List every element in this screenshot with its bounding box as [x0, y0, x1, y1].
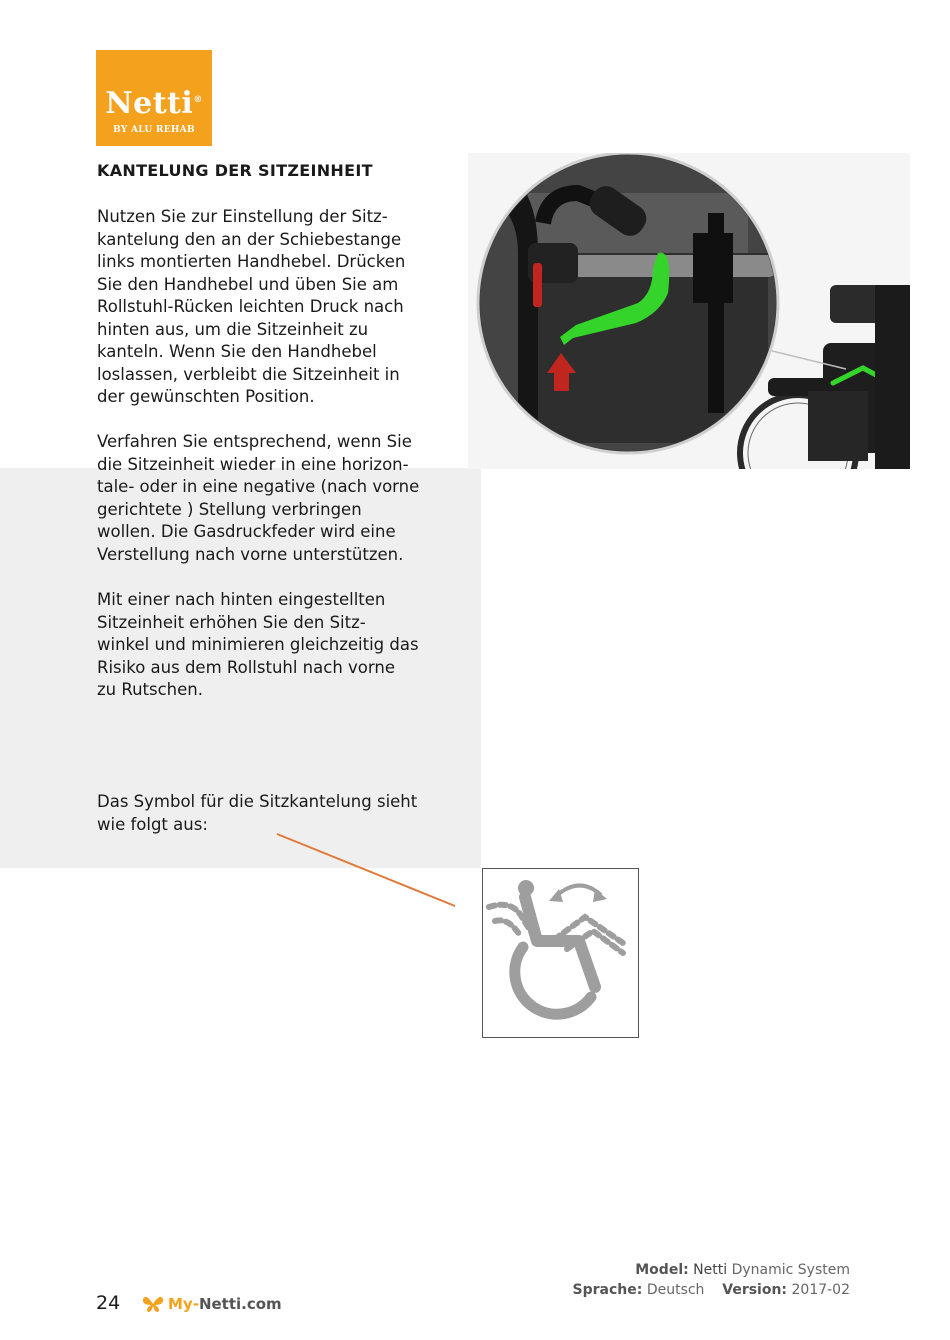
site-prefix: My-: [168, 1295, 199, 1313]
model-value: Dynamic System: [731, 1262, 850, 1278]
language-label: Sprache:: [572, 1282, 643, 1298]
seat-tilt-symbol: [482, 868, 639, 1038]
version-value: 2017-02: [791, 1282, 850, 1298]
logo-brand: Netti®: [105, 86, 203, 121]
page-number: 24: [96, 1292, 121, 1314]
logo-subtitle: BY ALU REHAB: [113, 125, 195, 135]
footer-meta: [573, 1260, 850, 1300]
paragraph-1: Nutzen Sie zur Einstellung der Sitz- kantelung den an der Schiebestange links montierten Handhebel. Drücken Sie den Handhebel und üben Sie am Rollstuhl-Rücken leichten Druck nach hinten aus, um die Sitzeinheit zu kanteln. Wenn Sie den Handhebel loslassen, verbleibt die Sitzeinheit in der gewünschten Position.: [97, 207, 406, 406]
model-brand: Netti: [693, 1262, 728, 1278]
model-label: Model:: [635, 1262, 689, 1278]
site-name: Netti.com: [198, 1295, 282, 1313]
seat-tilt-symbol-icon: [483, 869, 638, 1037]
butterfly-icon: [142, 1295, 164, 1313]
leader-line: [270, 828, 460, 912]
language-value: Deutsch: [646, 1282, 705, 1298]
paragraph-2: Verfahren Sie entsprechend, wenn Sie die Sitzeinheit wieder in eine horizon- tale- oder in eine negative (nach vorne gerichtete ) Stellung verbringen wollen. Die Gasdruckfeder wird eine Verstellung nach vorne unterstützen.: [97, 432, 420, 564]
site-logo: [142, 1295, 282, 1313]
section-heading: KANTELUNG DER SITZEINHEIT: [97, 161, 373, 180]
model-line: [573, 1260, 850, 1280]
paragraph-3: Mit einer nach hinten eingestellten Sitzeinheit erhöhen Sie den Sitz- winkel und minimieren gleichzeitig das Risiko aus dem Rollstuhl nach vorne zu Rutschen.: [97, 590, 419, 699]
language-version-line: [573, 1280, 850, 1300]
wheelchair-lever-photo: [468, 153, 910, 469]
version-label: Version:: [722, 1282, 788, 1298]
paragraph-4: Das Symbol für die Sitzkantelung sieht wie folgt aus:: [97, 792, 418, 834]
netti-logo: [96, 50, 212, 146]
